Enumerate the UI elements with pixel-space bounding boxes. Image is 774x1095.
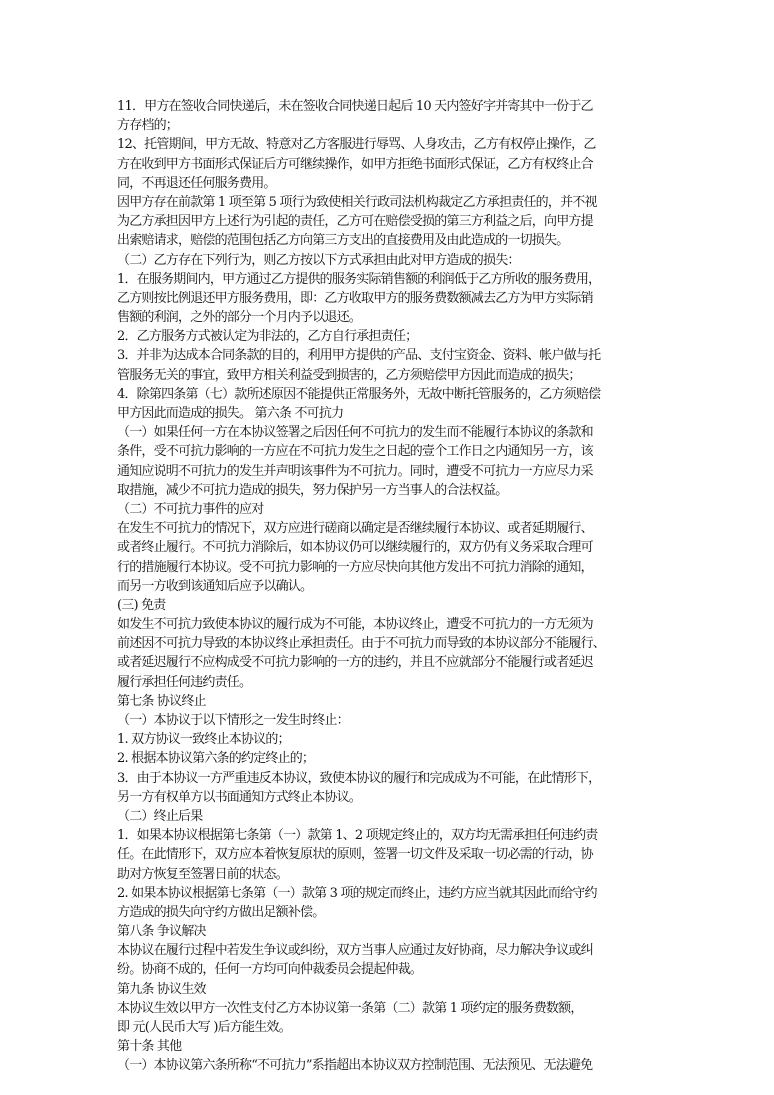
text-line: （一）本协议于以下情形之一发生时终止： [117, 713, 349, 728]
text-line: （二）终止后果 [117, 808, 203, 824]
text-line: 同，不再退还任何服务费用。 [117, 175, 276, 191]
text-line: 在发生不可抗力的情况下，双方应进行磋商以确定是否继续履行本协议、或者延期履行、 [117, 521, 593, 537]
text-line: （二）乙方存在下列行为，则乙方按以下方式承担由此对甲方造成的损失： [117, 252, 520, 268]
text-line: 第七条 协议终止 [117, 693, 206, 709]
text-line: 或者延迟履行不应构成受不可抗力影响的一方的违约，并且不应就部分不能履行或者延迟 [117, 655, 593, 671]
text-line: 甲方因此而造成的损失。 第六条 不可抗力 [117, 406, 344, 421]
text-line: 11．甲方在签收合同快递后，未在签收合同快递日起后 10 天内签好字并寄其中一份于乙 [117, 99, 593, 114]
text-line: 另一方有权单方以书面通知方式终止本协议。 [117, 789, 362, 805]
text-line: 2．乙方服务方式被认定为非法的，乙方自行承担责任； [117, 329, 418, 345]
text-line: 管服务无关的事宜，致甲方相关利益受到损害的，乙方须赔偿甲方因此而造成的损失； [117, 367, 581, 383]
text-line: 3．由于本协议一方严重违反本协议，致使本协议的履行和完成成为不可能，在此情形下， [117, 770, 601, 786]
text-line: 3．并非为达成本合同条款的目的，利用甲方提供的产品、支付宝资金、资料、帐户做与托 [117, 348, 601, 364]
text-line: 而另一方收到该通知后应予以确认。 [117, 578, 313, 594]
text-line: 方在收到甲方书面形式保证后方可继续操作，如甲方拒绝书面形式保证，乙方有权终止合 [117, 156, 593, 172]
text-line: 行的措施履行本协议。受不可抗力影响的一方应尽快向其他方发出不可抗力消除的通知， [117, 559, 593, 575]
text-line: 第八条 争议解决 [117, 924, 206, 940]
text-line: 第九条 协议生效 [117, 981, 206, 997]
text-line: 第十条 其他 [117, 1039, 182, 1055]
text-line: 纷。协商不成的，任何一方均可向仲裁委员会提起仲裁。 [117, 962, 423, 978]
text-line: 条件，受不可抗力影响的一方应在不可抗力发生之日起的壹个工作日之内通知另一方，该 [117, 444, 593, 460]
text-line: 为乙方承担因甲方上述行为引起的责任，乙方可在赔偿受损的第三方利益之后，向甲方提 [117, 214, 593, 230]
text-line: 2. 根据本协议第六条的约定终止的； [117, 751, 315, 767]
text-line: 如发生不可抗力致使本协议的履行成为不可能，本协议终止，遭受不可抗力的一方无须为 [117, 617, 593, 633]
text-line: 助对方恢复至签署日前的状态。 [117, 866, 288, 882]
text-line: 4．除第四条第（七）款所述原因不能提供正常服务外，无故中断托管服务的，乙方须赔偿 [117, 386, 601, 402]
text-line: 方存档的； [117, 118, 179, 134]
document-page [117, 97, 662, 1076]
text-line: 即 元(人民币大写 )后方能生效。 [117, 1020, 291, 1035]
text-line: 前述因不可抗力导致的本协议终止承担责任。由于不可抗力而导致的本协议部分不能履行、 [117, 636, 606, 652]
text-line: 因甲方存在前款第 1 项至第 5 项行为致使相关行政司法机构裁定乙方承担责任的，并不视 [117, 194, 597, 210]
text-line: （一）本协议第六条所称“不可抗力”系指超出本协议双方控制范围、无法预见、无法避免 [117, 1058, 593, 1074]
text-line: 2. 如果本协议根据第七条第（一）款第 3 项的规定而终止，违约方应当就其因此而给守约 [117, 885, 597, 901]
text-line: 任。在此情形下，双方应本着恢复原状的原则，签署一切文件及采取一切必需的行动，协 [117, 847, 593, 863]
text-line: 履行承担任何违约责任。 [117, 674, 252, 690]
text-line: 售额的利润，之外的部分一个月内予以退还。 [117, 310, 362, 326]
text-line: 乙方则按比例退还甲方服务费用，即：乙方收取甲方的服务费数额减去乙方为甲方实际销 [117, 290, 593, 306]
text-line: 本协议生效以甲方一次性支付乙方本协议第一条第（二）款第 1 项约定的服务费数额， [117, 1000, 583, 1016]
text-line: 出索赔请求，赔偿的范围包括乙方向第三方支出的直接费用及由此造成的一切损失。 [117, 233, 569, 249]
text-line: 12、托管期间，甲方无故、特意对乙方客服进行辱骂、人身攻击，乙方有权停止操作，乙 [117, 137, 596, 153]
text-line: 1．如果本协议根据第七条第（一）款第 1、2 项规定终止的，双方均无需承担任何违约责 [117, 828, 598, 844]
text-line: 通知应说明不可抗力的发生并声明该事件为不可抗力。同时，遭受不可抗力一方应尽力采 [117, 463, 593, 479]
text-line: （二）不可抗力事件的应对 [117, 501, 264, 517]
text-line: 本协议在履行过程中若发生争议或纠纷，双方当事人应通过友好协商，尽力解决争议或纠 [117, 943, 593, 959]
text-line: 或者终止履行。不可抗力消除后，如本协议仍可以继续履行的，双方仍有义务采取合理可 [117, 540, 593, 556]
text-line: 方造成的损失向守约方做出足额补偿。 [117, 904, 325, 920]
text-line: 1．在服务期间内，甲方通过乙方提供的服务实际销售额的利润低于乙方所收的服务费用， [117, 271, 601, 287]
text-line: 取措施，减少不可抗力造成的损失，努力保护另一方当事人的合法权益。 [117, 482, 508, 498]
text-line: 1. 双方协议一致终止本协议的； [117, 732, 290, 748]
text-line: (三) 免责 [117, 597, 166, 613]
text-line: （一）如果任何一方在本协议签署之后因任何不可抗力的发生而不能履行本协议的条款和 [117, 425, 593, 441]
